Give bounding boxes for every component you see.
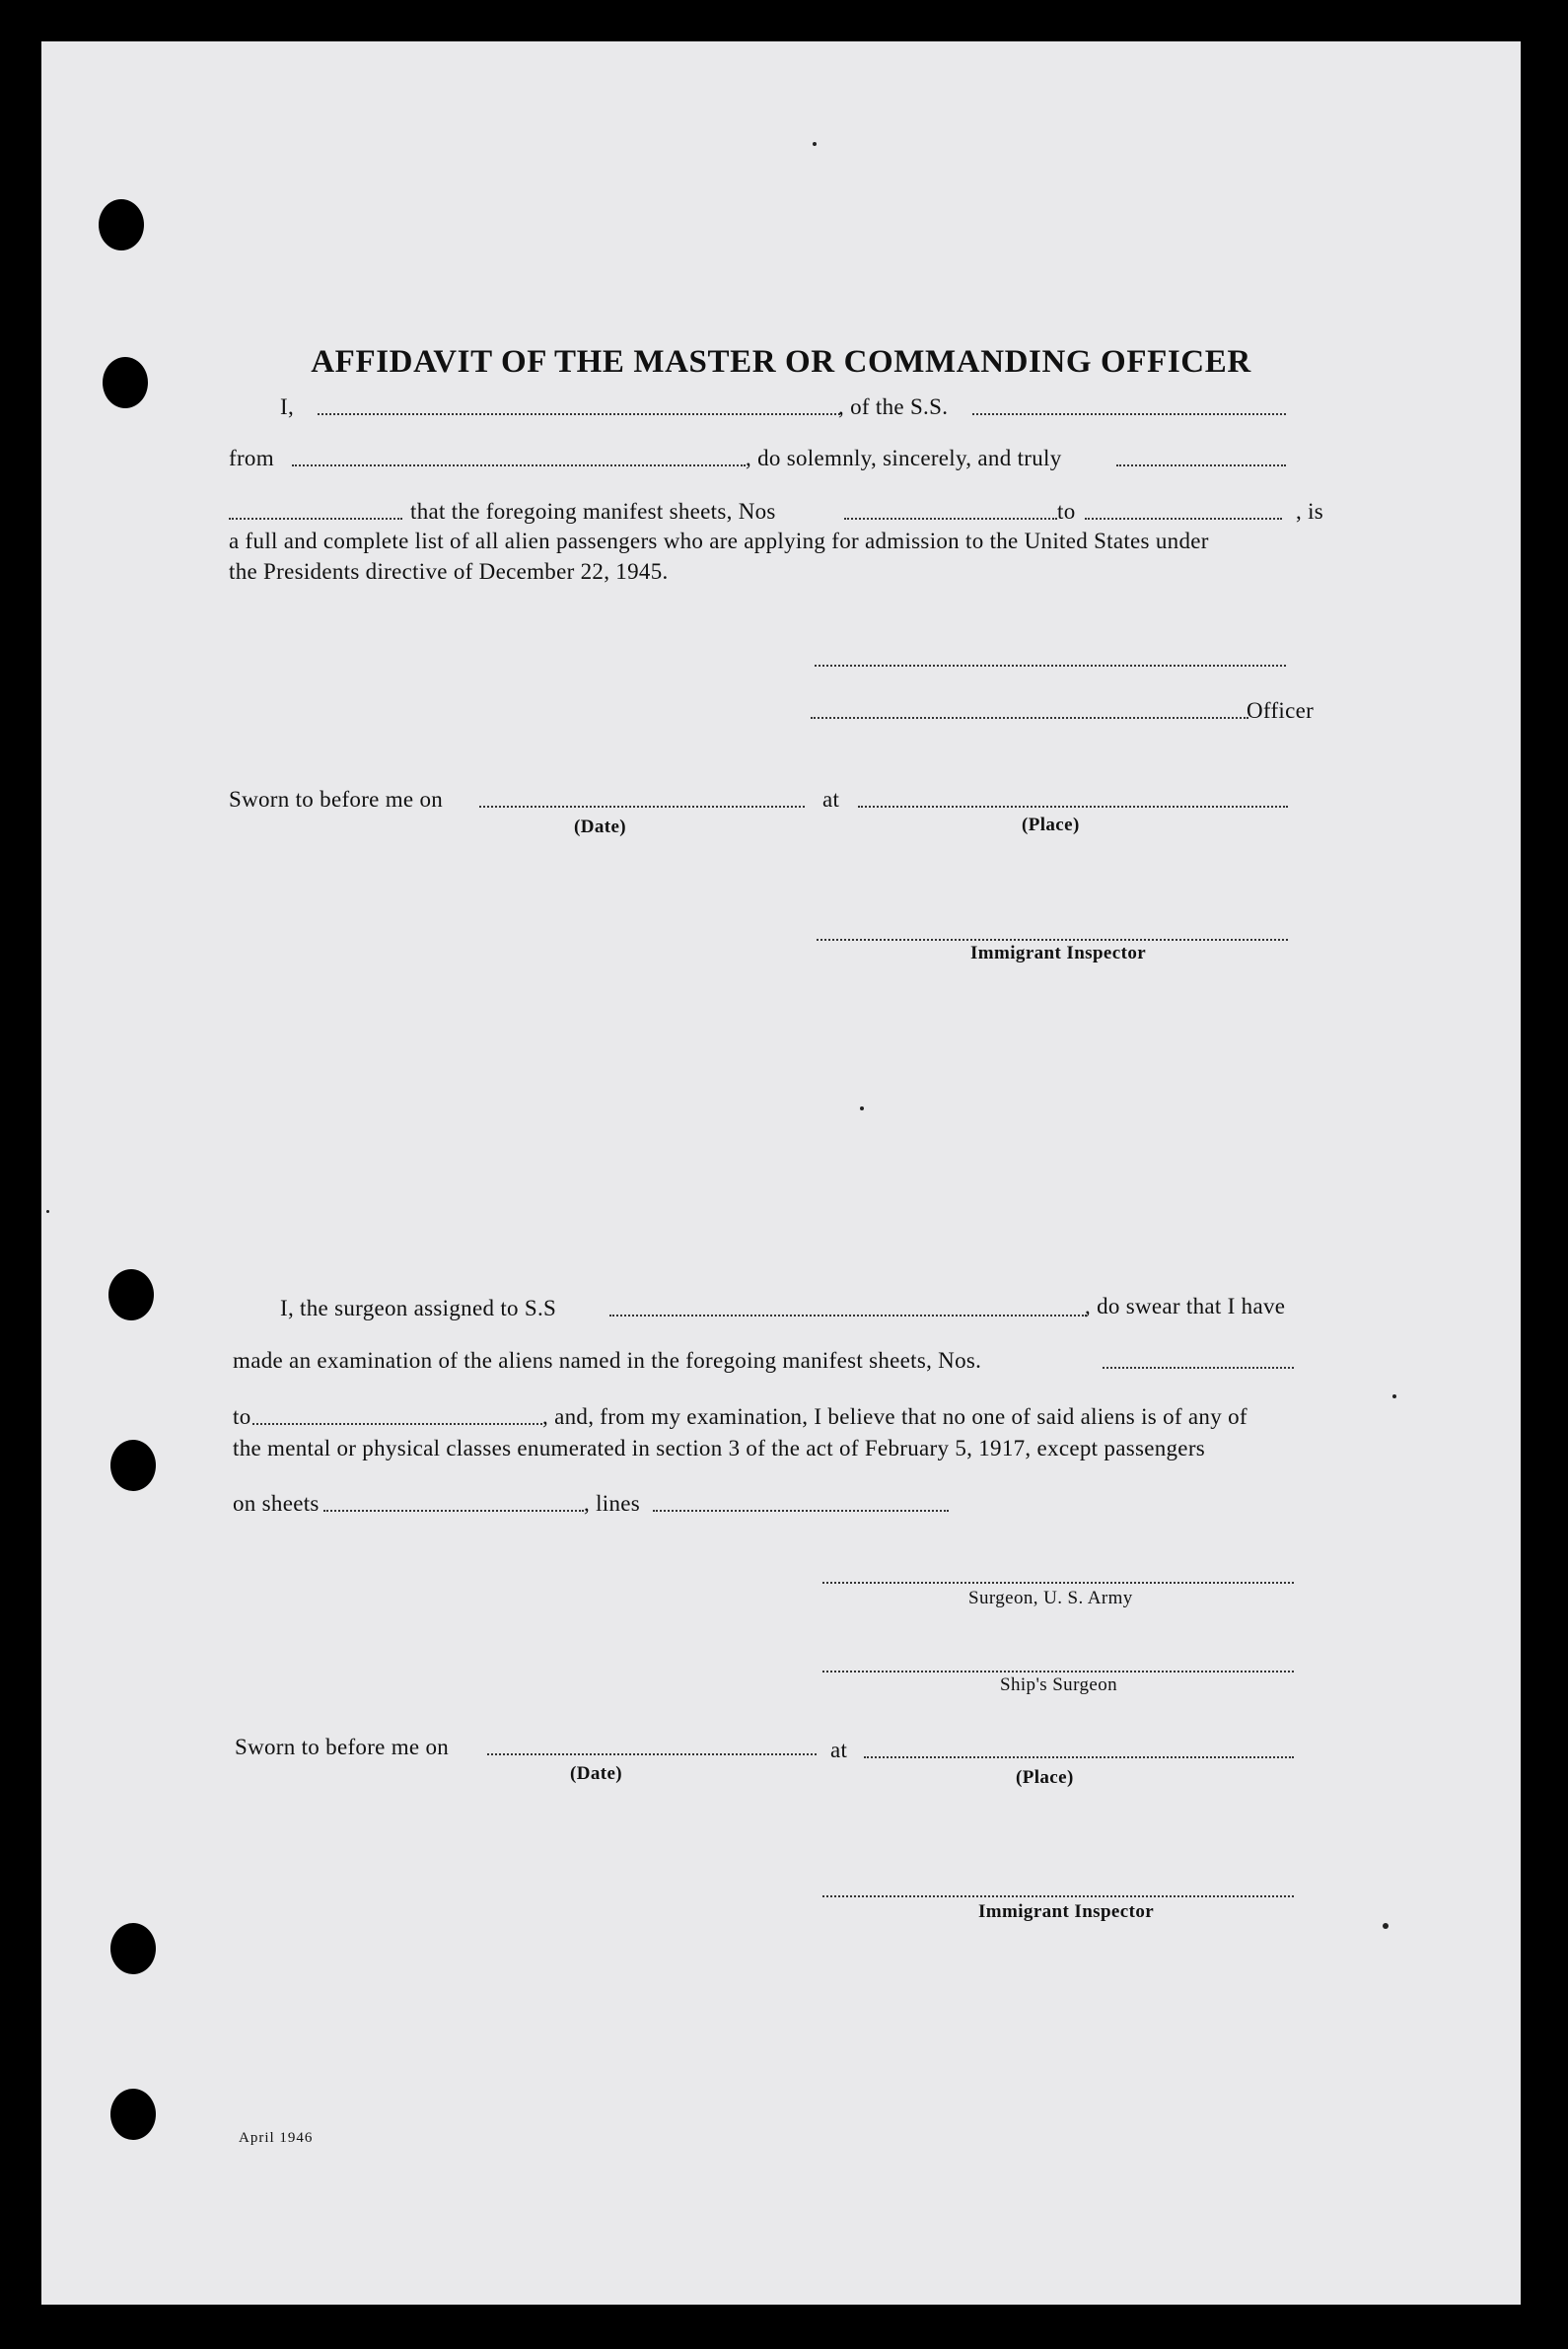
master-from-line[interactable]: [292, 464, 746, 466]
surgeon-nos-from-line[interactable]: [1103, 1367, 1294, 1369]
master-statement-line4: a full and complete list of all alien passengers who are applying for admission to the United States under: [229, 529, 1209, 553]
speck: [1392, 1394, 1396, 1398]
punch-hole: [110, 2089, 156, 2140]
master-sworn-place-line[interactable]: [858, 806, 1288, 808]
master-is-label: , is: [1296, 499, 1324, 524]
surgeon-inspector-label: Immigrant Inspector: [978, 1901, 1155, 1922]
master-at-label: at: [822, 787, 840, 812]
master-inspector-label: Immigrant Inspector: [970, 943, 1147, 963]
speck: [813, 142, 817, 146]
army-surgeon-label: Surgeon, U. S. Army: [968, 1588, 1133, 1608]
surgeon-date-caption: (Date): [570, 1763, 623, 1784]
army-surgeon-signature-line[interactable]: [822, 1582, 1294, 1584]
form-page: [41, 41, 1521, 2305]
master-oath-line[interactable]: [229, 518, 402, 520]
master-place-caption: (Place): [1022, 815, 1080, 835]
form-title: AFFIDAVIT OF THE MASTER OR COMMANDING OFFICER: [311, 344, 1251, 380]
surgeon-line1-start: I, the surgeon assigned to S.S: [280, 1296, 557, 1320]
form-date-footer: April 1946: [239, 2130, 314, 2146]
master-signature-line-2[interactable]: [811, 717, 1248, 719]
master-date-caption: (Date): [574, 817, 627, 837]
punch-hole: [99, 199, 144, 250]
surgeon-sheets-label: on sheets: [233, 1491, 320, 1516]
surgeon-line1-end: , do swear that I have: [1085, 1294, 1286, 1318]
surgeon-line2: made an examination of the aliens named in the foregoing manifest sheets, Nos.: [233, 1348, 982, 1373]
master-ss-label: , of the S.S.: [838, 394, 949, 419]
punch-hole: [110, 1440, 156, 1491]
surgeon-line3-rest: , and, from my examination, I believe that no one of said aliens is of any of: [542, 1404, 1247, 1429]
surgeon-to-label: to: [233, 1404, 251, 1429]
master-inspector-signature-line[interactable]: [817, 939, 1288, 941]
master-manifest-label: that the foregoing manifest sheets, Nos: [410, 499, 776, 524]
surgeon-sworn-date-line[interactable]: [487, 1753, 817, 1755]
master-from-label: from: [229, 446, 274, 470]
surgeon-line4: the mental or physical classes enumerated in section 3 of the act of February 5, 1917, except passengers: [233, 1436, 1206, 1460]
surgeon-lines-label: , lines: [584, 1491, 641, 1516]
officer-label: Officer: [1247, 698, 1315, 723]
speck: [860, 1106, 864, 1110]
master-i-label: I,: [280, 394, 295, 419]
surgeon-inspector-signature-line[interactable]: [822, 1895, 1294, 1897]
surgeon-nos-to-line[interactable]: [252, 1423, 542, 1425]
master-ship-line[interactable]: [972, 413, 1286, 415]
ship-surgeon-signature-line[interactable]: [822, 1671, 1294, 1673]
speck: [1383, 1923, 1389, 1929]
master-sworn-label: Sworn to before me on: [229, 787, 444, 812]
surgeon-at-label: at: [830, 1738, 848, 1762]
surgeon-ship-line[interactable]: [609, 1315, 1087, 1317]
master-statement-line5: the Presidents directive of December 22, 1945.: [229, 559, 669, 584]
master-swear-line[interactable]: [1116, 464, 1286, 466]
punch-hole: [110, 1923, 156, 1974]
master-swear-label: , do solemnly, sincerely, and truly: [746, 446, 1062, 470]
master-signature-line-1[interactable]: [815, 665, 1286, 667]
master-to-label: to: [1057, 499, 1076, 524]
ship-surgeon-label: Ship's Surgeon: [1000, 1674, 1117, 1695]
master-sworn-date-line[interactable]: [479, 806, 805, 808]
master-nos-from-line[interactable]: [844, 518, 1057, 520]
surgeon-sheets-line[interactable]: [323, 1510, 584, 1512]
master-name-line[interactable]: [318, 413, 840, 415]
punch-hole: [108, 1269, 154, 1320]
surgeon-sworn-label: Sworn to before me on: [235, 1735, 450, 1759]
speck: [46, 1210, 49, 1213]
surgeon-sworn-place-line[interactable]: [864, 1756, 1294, 1758]
surgeon-lines-line[interactable]: [653, 1510, 949, 1512]
surgeon-place-caption: (Place): [1016, 1767, 1074, 1788]
master-nos-to-line[interactable]: [1085, 518, 1282, 520]
